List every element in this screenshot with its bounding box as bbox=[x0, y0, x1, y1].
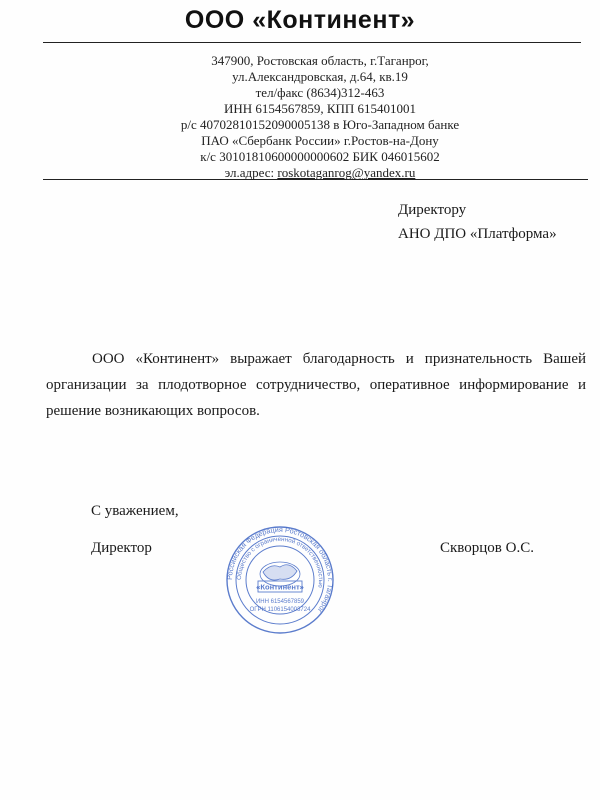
addressee-organization: АНО ДПО «Платформа» bbox=[398, 226, 557, 242]
company-stamp bbox=[225, 525, 335, 635]
header-rule-bottom bbox=[43, 179, 588, 180]
stamp-inner-text: Общество с ограниченной ответственностью bbox=[235, 535, 325, 589]
letter-line-3: решение возникающих вопросов. bbox=[46, 403, 260, 419]
correspondent-account: к/с 30101810600000000602 БИК 046015602 bbox=[200, 149, 440, 164]
addressee-block bbox=[398, 198, 557, 246]
phone-fax: тел/факс (8634)312-463 bbox=[255, 85, 385, 100]
stamp-outer-text: Российская Федерация Ростовская область г. Таганрог bbox=[225, 525, 335, 615]
email-link[interactable]: roskotaganrog@yandex.ru bbox=[277, 165, 416, 180]
email-label: эл.адрес: bbox=[224, 165, 278, 180]
closing-greeting: С уважением, bbox=[91, 503, 179, 519]
company-requisites bbox=[150, 53, 490, 181]
letter-line-2: организации за плодотворное сотрудничество, оперативное информирование и bbox=[46, 377, 586, 393]
header-rule-top bbox=[43, 42, 581, 43]
bank-name: ПАО «Сбербанк России» г.Ростов-на-Дону bbox=[201, 133, 439, 148]
bank-account: р/с 40702810152090005138 в Юго-Западном банке bbox=[180, 117, 460, 132]
signatory-role: Директор bbox=[91, 540, 152, 556]
addressee-title: Директору bbox=[398, 202, 467, 218]
company-name: ООО «Континент» bbox=[184, 6, 416, 34]
letter-line-1: ООО «Континент» выражает благодарность и признательность Вашей bbox=[92, 351, 586, 367]
inn-kpp: ИНН 6154567859, КПП 615401001 bbox=[223, 101, 417, 116]
stamp-ogrn: ОГРН 1106154003724 bbox=[249, 607, 311, 613]
address-line-2: ул.Александровская, д.64, кв.19 bbox=[232, 69, 408, 84]
address-line-1: 347900, Ростовская область, г.Таганрог, bbox=[211, 53, 429, 68]
stamp-center-text: «Континент» bbox=[256, 582, 304, 592]
signatory-name: Скворцов О.С. bbox=[440, 540, 534, 556]
stamp-inn: ИНН 6154567859 bbox=[255, 599, 305, 605]
letter-body bbox=[46, 346, 586, 424]
